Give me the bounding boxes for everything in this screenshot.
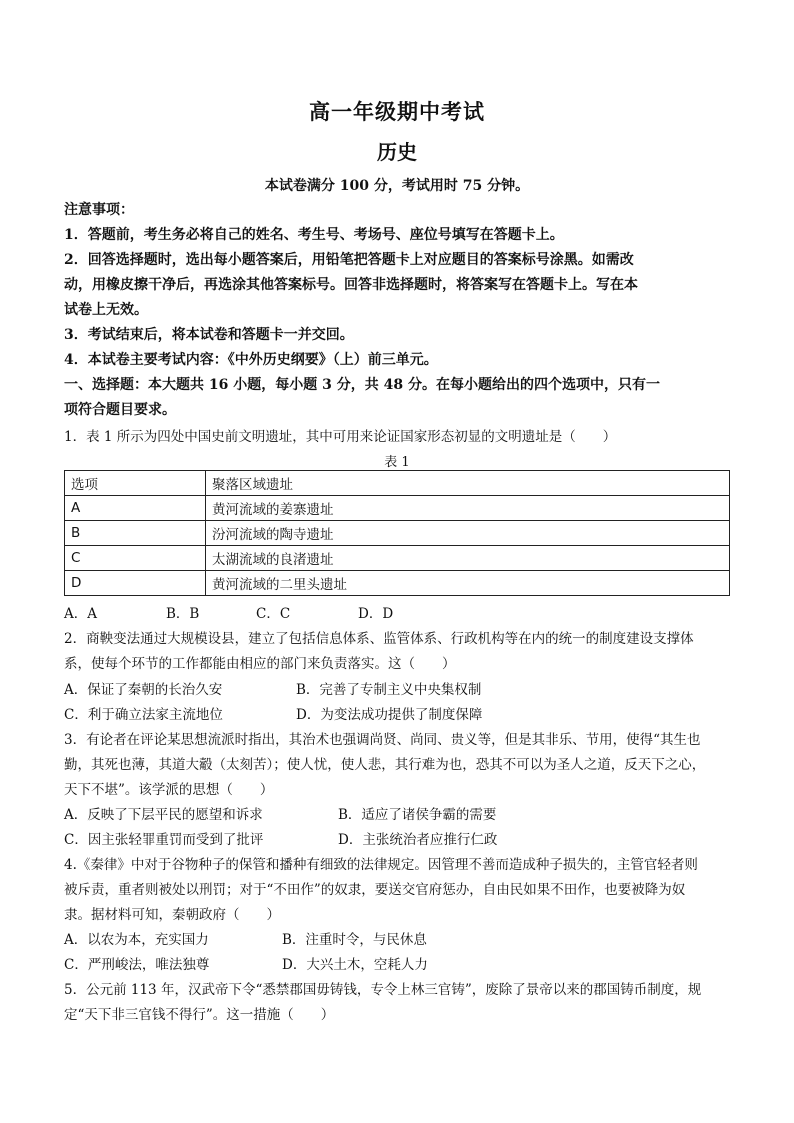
option-a: A．以农为本，充实国力 xyxy=(64,932,209,948)
question-4-stem: 被斥责，重者则被处以刑罚；对于“不田作”的奴隶，要送交官府惩办，自由民如果不田作，也要被降为奴 xyxy=(64,882,686,898)
notice-heading: 注意事项： xyxy=(64,202,134,218)
option-c: C．利于确立法家主流地位 xyxy=(64,707,223,723)
table-cell: B xyxy=(65,521,206,546)
table-cell: 太湖流域的良渚遗址 xyxy=(206,546,730,571)
table-cell: 汾河流域的陶寺遗址 xyxy=(206,521,730,546)
table-header-cell: 选项 xyxy=(65,471,206,496)
option-a: A．反映了下层平民的愿望和诉求 xyxy=(64,807,263,823)
question-3-stem: 勤，其死也薄，其道大觳（太刻苦）；使人忧，使人悲，其行难为也，恐其不可以为圣人之道，反天下之心， xyxy=(64,757,706,773)
option-b: B．注重时令，与民休息 xyxy=(282,932,427,948)
option-c: C．C xyxy=(256,606,291,622)
notice-item: 4．本试卷主要考试内容：《中外历史纲要》（上）前三单元。 xyxy=(64,352,438,368)
question-5-stem: 5．公元前 113 年，汉武帝下令“悉禁郡国毋铸钱，专令上林三官铸”，废除了景帝以来的郡国铸币制度，规 xyxy=(64,982,702,998)
option-c: C．严刑峻法，唯法独尊 xyxy=(64,957,210,973)
notice-item: 动，用橡皮擦干净后，再选涂其他答案标号。回答非选择题时，将答案写在答题卡上。写在本 xyxy=(64,277,638,293)
table-cell: 黄河流域的二里头遗址 xyxy=(206,571,730,596)
section-heading: 一、选择题：本大题共 16 小题，每小题 3 分，共 48 分。在每小题给出的四个选项中，只有一 xyxy=(64,377,660,393)
question-2-stem: 系，使每个环节的工作都能由相应的部门来负责落实。这（ ） xyxy=(64,656,456,672)
table-header-row xyxy=(65,471,730,496)
table-cell: 黄河流域的姜寨遗址 xyxy=(206,496,730,521)
subject-title: 历史 xyxy=(377,140,417,164)
table-cell: A xyxy=(65,496,206,521)
option-d: D．大兴土木，空耗人力 xyxy=(282,957,428,973)
option-c: C．因主张轻罪重罚而受到了批评 xyxy=(64,832,264,848)
table-row xyxy=(65,521,730,546)
notice-item: 试卷上无效。 xyxy=(64,302,148,318)
notice-item: 1．答题前，考生务必将自己的姓名、考生号、考场号、座位号填写在答题卡上。 xyxy=(64,227,564,243)
option-d: D．主张统治者应推行仁政 xyxy=(338,832,498,848)
question-4-stem: 隶。据材料可知，秦朝政府（ ） xyxy=(64,907,280,923)
question-3-stem: 天下不堪”。该学派的思想（ ） xyxy=(64,782,274,798)
option-b: B．完善了专制主义中央集权制 xyxy=(296,682,482,698)
exam-info: 本试卷满分 100 分，考试用时 75 分钟。 xyxy=(264,178,530,194)
option-a: A．保证了秦朝的长治久安 xyxy=(64,682,223,698)
exam-title: 高一年级期中考试 xyxy=(309,99,485,124)
question-1-stem: 1．表 1 所示为四处中国史前文明遗址，其中可用来论证国家形态初显的文明遗址是（ ） xyxy=(64,429,617,445)
table-header-cell: 聚落区域遗址 xyxy=(206,471,730,496)
question-5-stem: 定“天下非三官钱不得行”。这一措施（ ） xyxy=(64,1007,335,1023)
question-4-stem: 4.《秦律》中对于谷物种子的保管和播种有细致的法律规定。因管理不善而造成种子损失的，主管官轻者则 xyxy=(64,857,698,873)
table-row xyxy=(65,571,730,596)
table-row xyxy=(65,546,730,571)
table-cell: D xyxy=(65,571,206,596)
section-heading-cont: 项符合题目要求。 xyxy=(64,402,176,418)
question-2-stem: 2．商鞅变法通过大规模设县，建立了包括信息体系、监管体系、行政机构等在内的统一的制度建设支撑体 xyxy=(64,631,694,647)
option-b: B．B xyxy=(166,606,200,622)
option-d: D．D xyxy=(358,606,394,622)
option-d: D．为变法成功提供了制度保障 xyxy=(296,707,483,723)
option-a: A．A xyxy=(64,606,97,622)
question-3-stem: 3．有论者在评论某思想流派时指出，其治术也强调尚贤、尚同、贵义等，但是其非乐、节用，使得“其生也 xyxy=(64,732,701,748)
notice-item: 3．考试结束后，将本试卷和答题卡一并交回。 xyxy=(64,327,354,343)
option-b: B．适应了诸侯争霸的需要 xyxy=(338,807,497,823)
table-cell: C xyxy=(65,546,206,571)
table-caption: 表 1 xyxy=(384,455,410,470)
question-1-table xyxy=(64,470,730,596)
table-row xyxy=(65,496,730,521)
notice-item: 2．回答选择题时，选出每小题答案后，用铅笔把答题卡上对应题目的答案标号涂黑。如需改 xyxy=(64,252,634,268)
